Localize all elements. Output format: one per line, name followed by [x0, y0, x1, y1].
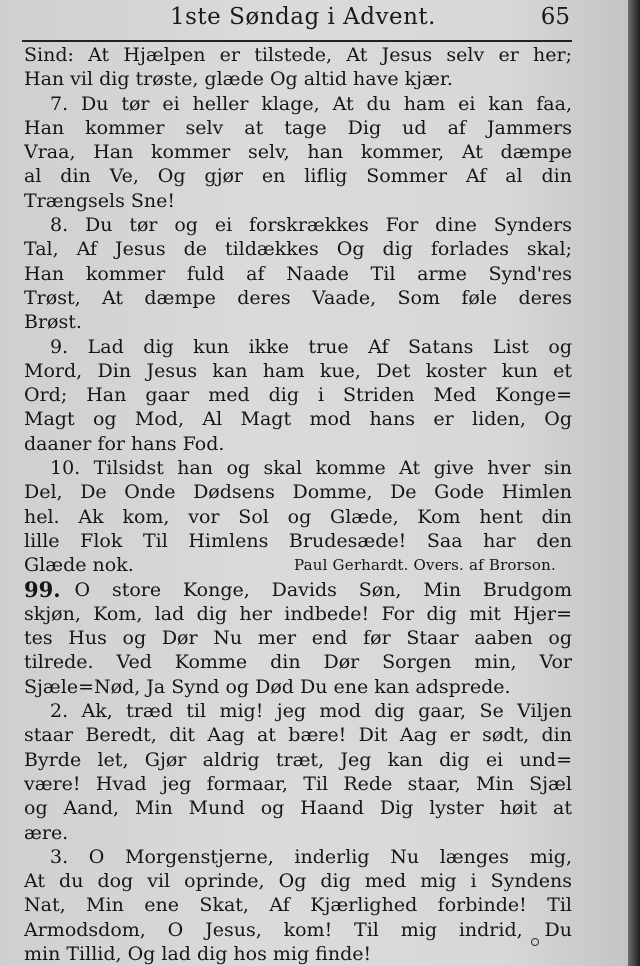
text-line: ære. — [24, 821, 69, 844]
verse-start-line: 10. Tilsidst han og skal komme At give hver sin — [50, 457, 572, 480]
text-line-end: Glæde nok. — [24, 554, 134, 577]
verse-start-line: 7. Du tør ei heller klage, At du ham ei kan faa, — [50, 92, 572, 115]
hymn-text — [24, 43, 572, 966]
text-line: Ord; Han gaar med dig i Striden Med Konge= — [24, 384, 572, 407]
text-line: Han vil dig trøste, glæde Og altid have kjær. — [24, 68, 453, 91]
book-spine-shadow — [628, 0, 640, 966]
header-rule — [22, 40, 572, 42]
page-number: 65 — [540, 4, 570, 30]
text-line: Trøst, At dæmpe deres Vaade, Som føle deres — [24, 286, 572, 309]
text-line: daaner for hans Fod. — [24, 432, 225, 455]
text-line: Magt og Mod, Al Magt mod hans er liden, Og — [24, 408, 572, 431]
text-line: Han kommer selv at tage Dig ud af Jammers — [24, 116, 572, 139]
text-line: al din Ve, Og gjør en liflig Sommer Af al din — [24, 165, 572, 188]
printer-mark-circle — [531, 938, 539, 946]
page-header — [0, 4, 628, 34]
text-line: være! Hvad jeg formaar, Til Rede staar, Min Sjæl — [24, 772, 572, 795]
text-line: Brøst. — [24, 311, 82, 334]
text-line: Nat, Min ene Skat, Af Kjærlighed forbinde! Til — [24, 894, 572, 917]
text-line: Tal, Af Jesus de tildækkes Og dig forlades skal; — [24, 238, 572, 261]
hymn-attribution: Paul Gerhardt. Overs. af Brorson. — [293, 556, 556, 575]
verse-start-line: 9. Lad dig kun ikke true Af Satans List og — [50, 335, 572, 358]
text-line: tilrede. Ved Komme din Dør Sorgen min, Vor — [24, 651, 572, 674]
text-line: Del, De Onde Dødsens Domme, De Gode Himlen — [24, 481, 572, 504]
text-line-rest: O store Konge, Davids Søn, Min Brudgom — [74, 578, 572, 601]
text-line: Trængsels Sne! — [24, 189, 176, 212]
running-title: 1ste Søndag i Advent. — [170, 4, 436, 30]
text-line: Sind: At Hjælpen er tilstede, At Jesus selv er her; — [24, 44, 572, 66]
text-line: Mord, Din Jesus kan ham kue, Det koster kun et — [24, 359, 572, 382]
hymn-start-line — [24, 578, 572, 602]
text-line: lille Flok Til Himlens Brudesæde! Saa har den — [24, 529, 572, 552]
verse-start-line: 2. Ak, træd til mig! jeg mod dig gaar, Se Viljen — [50, 700, 572, 723]
text-line: Sjæle=Nød, Ja Synd og Død Du ene kan adsprede. — [24, 675, 511, 698]
text-line: min Tillid, Og lad dig hos mig finde! — [24, 942, 372, 965]
text-line: skjøn, Kom, lad dig her indbede! For dig mit Hjer= — [24, 602, 572, 625]
text-line: tes Hus og Dør Nu mer end før Staar aaben og — [24, 627, 572, 650]
text-line: og Aand, Min Mund og Haand Dig lyster høit at — [24, 797, 572, 820]
text-line: staar Beredt, dit Aag at bære! Dit Aag er sødt, din — [24, 724, 572, 747]
hymn-number: 99. — [24, 577, 61, 602]
verse-start-line: 8. Du tør og ei forskrækkes For dine Synders — [50, 214, 572, 237]
text-line: hel. Ak kom, vor Sol og Glæde, Kom hent din — [24, 505, 572, 528]
verse-start-line: 3. O Morgenstjerne, inderlig Nu længes mig, — [50, 845, 572, 868]
text-line: Han kommer fuld af Naade Til arme Synd'res — [24, 262, 572, 285]
text-line-with-attribution — [24, 553, 572, 577]
text-line: Byrde let, Gjør aldrig træt, Jeg kan dig ei und= — [24, 748, 572, 771]
text-line: At du dog vil oprinde, Og dig med mig i Syndens — [24, 870, 572, 893]
text-line: Vraa, Han kommer selv, han kommer, At dæmpe — [24, 141, 572, 164]
text-line: Armodsdom, O Jesus, kom! Til mig indrid, Du — [24, 918, 572, 941]
